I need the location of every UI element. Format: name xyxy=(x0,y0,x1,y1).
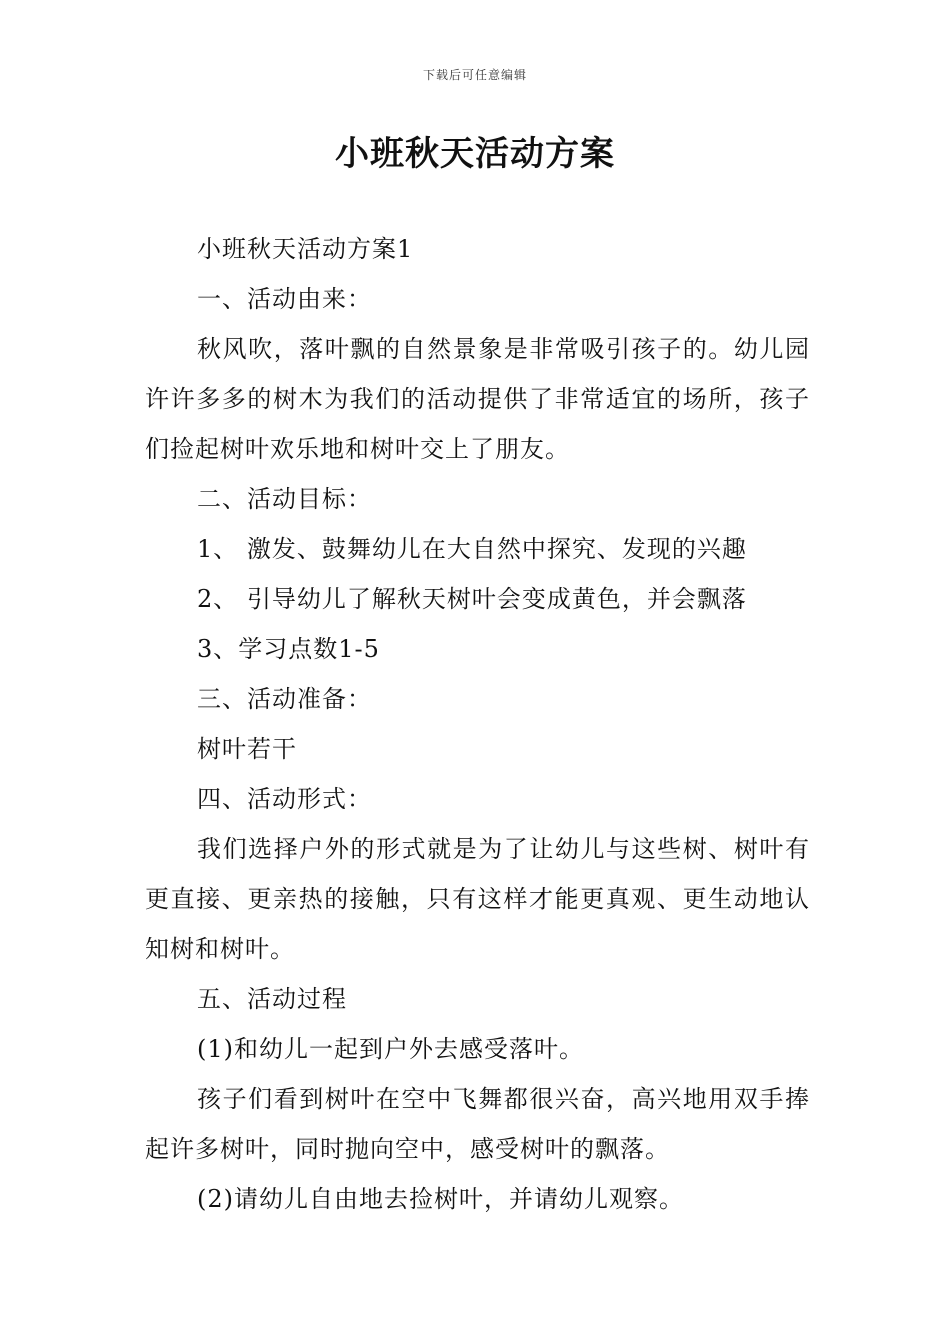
paragraph-preparation: 树叶若干 xyxy=(197,735,297,763)
section-heading-format: 四、活动形式： xyxy=(197,785,372,813)
process-step-1: (1)和幼儿一起到户外去感受落叶。 xyxy=(197,1035,584,1063)
document-title: 小班秋天活动方案 xyxy=(335,134,615,174)
paragraph-process-detail: 孩子们看到树叶在空中飞舞都很兴奋，高兴地用双手捧起许多树叶，同时抛向空中，感受树叶的飘落。 xyxy=(145,1085,810,1163)
paragraph-origin: 秋风吹，落叶飘的自然景象是非常吸引孩子的。幼儿园许许多多的树木为我们的活动提供了非常适宜的场所，孩子们捡起树叶欢乐地和树叶交上了朋友。 xyxy=(145,335,810,463)
paragraph-format: 我们选择户外的形式就是为了让幼儿与这些树、树叶有更直接、更亲热的接触，只有这样才能更真观、更生动地认知树和树叶。 xyxy=(145,835,810,963)
section-heading-preparation: 三、活动准备： xyxy=(197,685,372,713)
document-body xyxy=(145,224,810,1224)
section-heading-origin: 一、活动由来： xyxy=(197,285,372,313)
section-heading-goals: 二、活动目标： xyxy=(197,485,372,513)
header-note: 下载后可任意编辑 xyxy=(422,68,527,82)
process-step-2: (2)请幼儿自由地去捡树叶，并请幼儿观察。 xyxy=(197,1185,684,1213)
section-heading-process: 五、活动过程 xyxy=(197,985,347,1013)
section-heading-plan-1: 小班秋天活动方案1 xyxy=(197,235,414,263)
goal-item-1: 1、 激发、鼓舞幼儿在大自然中探究、发现的兴趣 xyxy=(197,535,747,563)
goal-item-2: 2、 引导幼儿了解秋天树叶会变成黄色，并会飘落 xyxy=(197,585,747,613)
goal-item-3: 3、学习点数1-5 xyxy=(197,635,380,663)
